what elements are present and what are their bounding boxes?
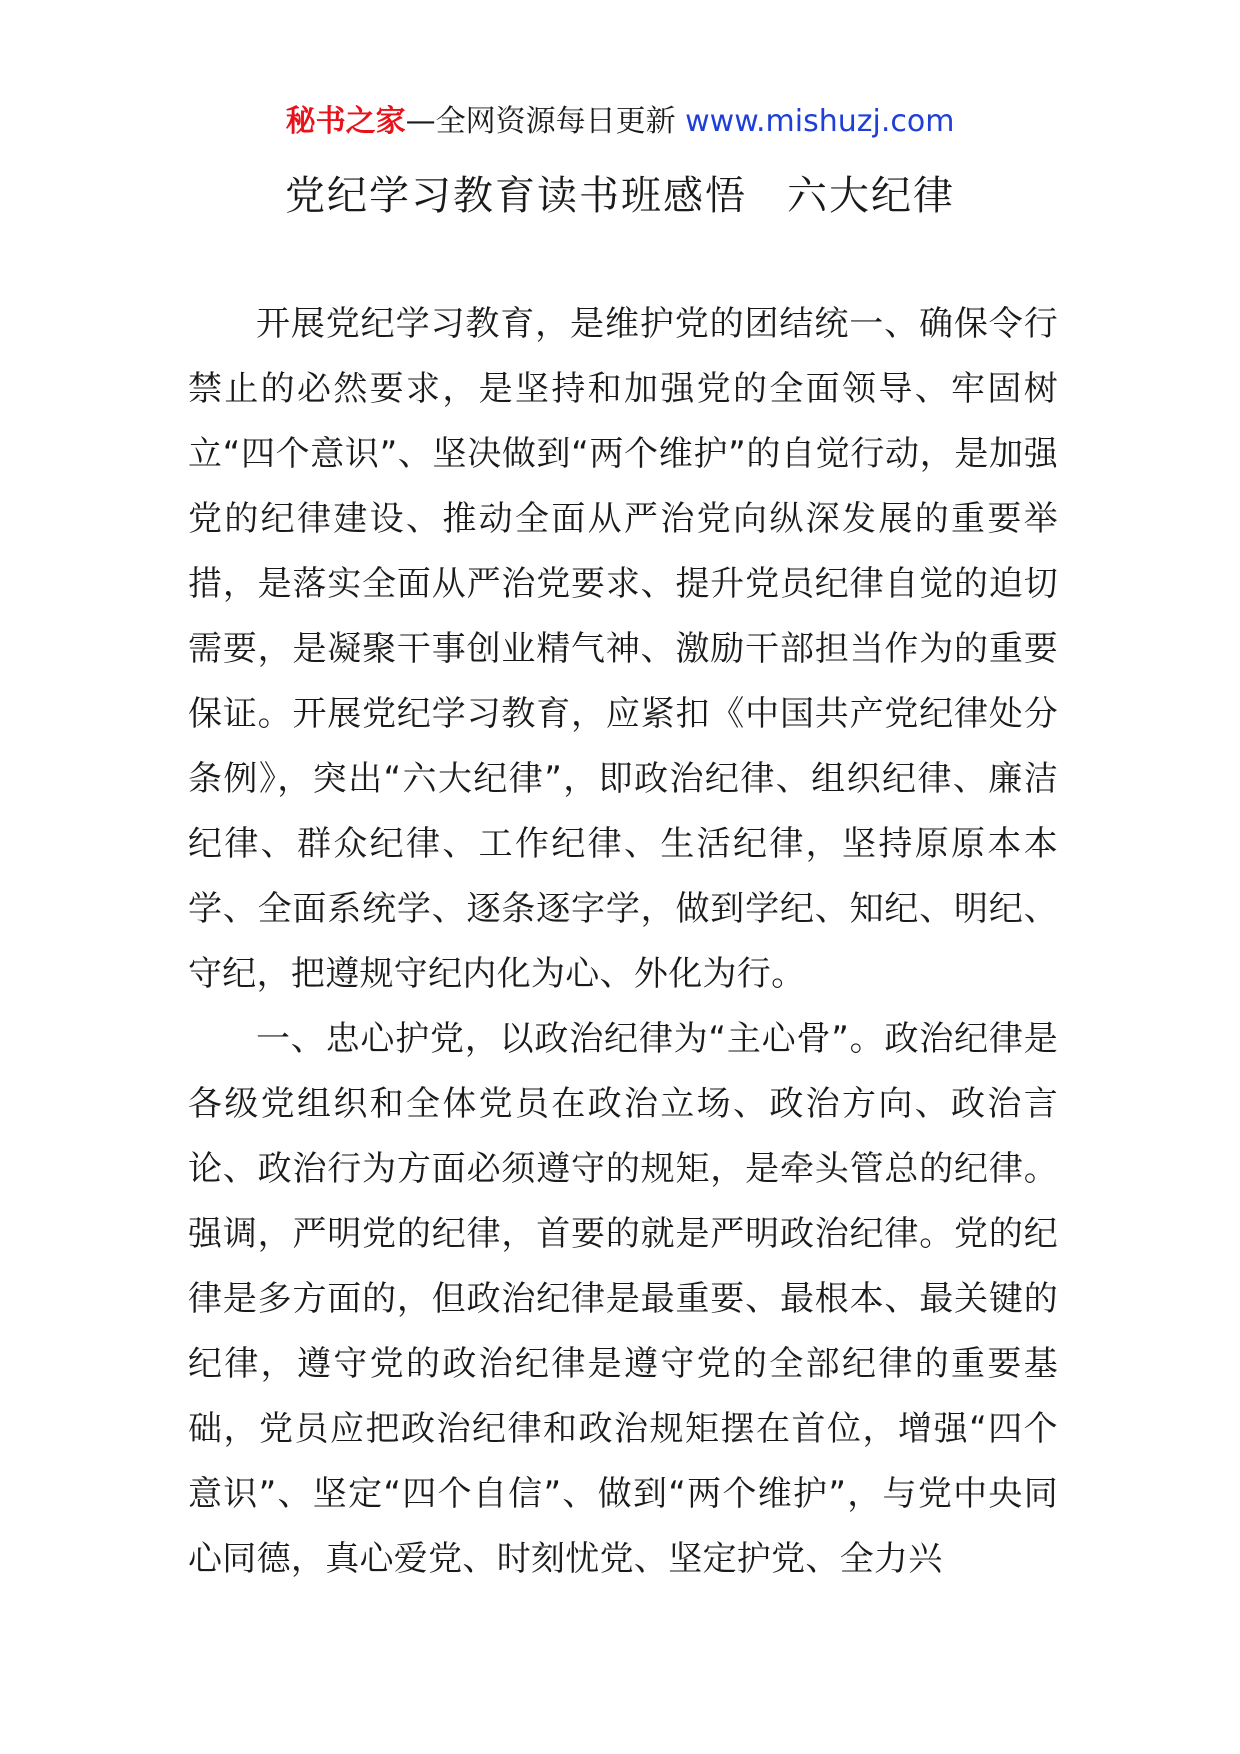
paragraph: 一、忠心护党，以政治纪律为“主心骨”。政治纪律是各级党组织和全体党员在政治立场、政治方向、政治言论、政治行为方面必须遵守的规矩，是牵头管总的纪律。强调，严明党的纪律，首要的就是严明政治纪律。党的纪律是多方面的，但政治纪律是最重要、最根本、最关键的纪律，遵守党的政治纪律是遵守党的全部纪律的重要基础，党员应把政治纪律和政治规矩摆在首位，增强“四个意识”、坚定“四个自信”、做到“两个维护”，与党中央同心同德，真心爱党、时刻忧党、坚定护党、全力兴 (188, 1019, 1058, 1579)
site-brand: 秘书之家 (285, 104, 406, 139)
site-url-link[interactable]: www.mishuzj.com (685, 104, 955, 139)
paragraph: 开展党纪学习教育，是维护党的团结统一、确保令行禁止的必然要求，是坚持和加强党的全面领导、牢固树立“四个意识”、坚决做到“两个维护”的自觉行动，是加强党的纪律建设、推动全面从严治党向纵深发展的重要举措，是落实全面从严治党要求、提升党员纪律自觉的迫切需要，是凝聚干事创业精气神、激励干部担当作为的重要保证。开展党纪学习教育，应紧扣《中国共产党纪律处分条例》，突出“六大纪律”，即政治纪律、组织纪律、廉洁纪律、群众纪律、工作纪律、生活纪律，坚持原原本本学、全面系统学、逐条逐字学，做到学纪、知纪、明纪、守纪，把遵规守纪内化为心、外化为行。 (188, 304, 1058, 994)
document-title-main: 党纪学习教育读书班感悟 (285, 173, 747, 219)
document-body (188, 292, 1058, 1592)
document-title (0, 168, 1240, 224)
document-title-sub: 六大纪律 (787, 173, 955, 219)
site-header (0, 100, 1240, 144)
site-tagline: —全网资源每日更新 (405, 104, 676, 139)
